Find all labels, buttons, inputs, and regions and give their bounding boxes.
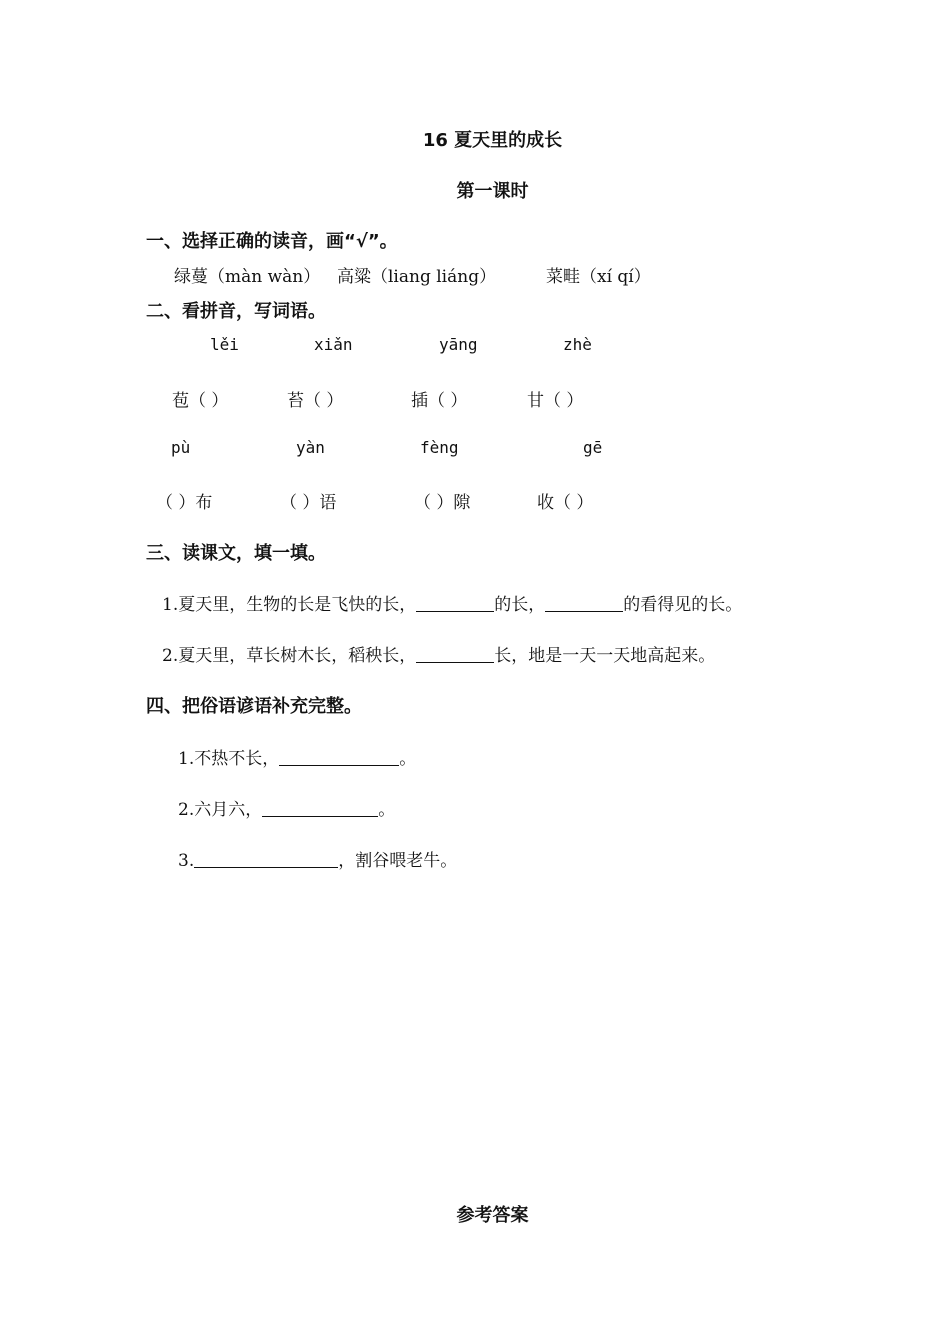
pinyin-yang: yāng — [439, 335, 478, 354]
section4-question-1 — [178, 744, 416, 769]
lesson-subtitle: 第一课时 — [456, 181, 529, 202]
pinyin-pu: pù — [171, 438, 191, 457]
word-blank-bu: （ ）布 — [156, 493, 213, 513]
question-text: 的长， — [494, 595, 546, 615]
section4-question-3 — [178, 846, 457, 871]
section3-heading: 三、读课文，填一填。 — [146, 543, 326, 564]
section2-heading: 二、看拼音，写词语。 — [146, 301, 326, 322]
question-text: 2.夏天里，草长树木长，稻秧长， — [162, 646, 417, 666]
section1-heading: 一、选择正确的读音，画“√”。 — [146, 231, 398, 252]
section3-question-2 — [162, 641, 715, 666]
fill-blank[interactable] — [194, 850, 338, 868]
section1-item-1: 绿蔓（màn wàn） — [174, 267, 321, 287]
question-text: ，割谷喂老牛。 — [338, 851, 458, 871]
word-blank-bao: 苞（ ） — [172, 391, 229, 411]
fill-blank[interactable] — [279, 748, 399, 766]
lesson-title: 16 夏天里的成长 — [422, 130, 563, 151]
question-text: 1.夏天里，生物的长是飞快的长， — [162, 595, 417, 615]
pinyin-xian: xiǎn — [314, 335, 353, 354]
section4-question-2 — [178, 795, 395, 820]
question-text: 的看得见的长。 — [623, 595, 743, 615]
question-text: 。 — [378, 800, 396, 820]
pinyin-lei: lěi — [210, 335, 239, 354]
answers-title: 参考答案 — [456, 1205, 529, 1226]
pinyin-ge: gē — [583, 438, 603, 457]
question-text: 3. — [178, 851, 195, 871]
word-blank-cha: 插（ ） — [411, 391, 468, 411]
pinyin-zhe: zhè — [563, 335, 592, 354]
question-text: 长，地是一天一天地高起来。 — [494, 646, 716, 666]
pinyin-feng: fèng — [420, 438, 459, 457]
section1-item-2: 高粱（liang liáng） — [337, 267, 497, 287]
word-blank-gan: 甘（ ） — [527, 391, 584, 411]
section3-question-1 — [162, 590, 742, 615]
fill-blank[interactable] — [416, 594, 494, 612]
question-text: 1.不热不长， — [178, 749, 280, 769]
word-blank-yu: （ ）语 — [280, 493, 337, 513]
fill-blank[interactable] — [262, 799, 378, 817]
question-text: 2.六月六， — [178, 800, 263, 820]
word-blank-shou: 收（ ） — [537, 493, 594, 513]
pinyin-yan: yàn — [296, 438, 325, 457]
fill-blank[interactable] — [416, 645, 494, 663]
section1-item-3: 菜畦（xí qí） — [546, 267, 651, 287]
word-blank-tai: 苔（ ） — [287, 391, 344, 411]
section4-heading: 四、把俗语谚语补充完整。 — [146, 696, 362, 717]
word-blank-xi: （ ）隙 — [414, 493, 471, 513]
fill-blank[interactable] — [545, 594, 623, 612]
question-text: 。 — [399, 749, 417, 769]
